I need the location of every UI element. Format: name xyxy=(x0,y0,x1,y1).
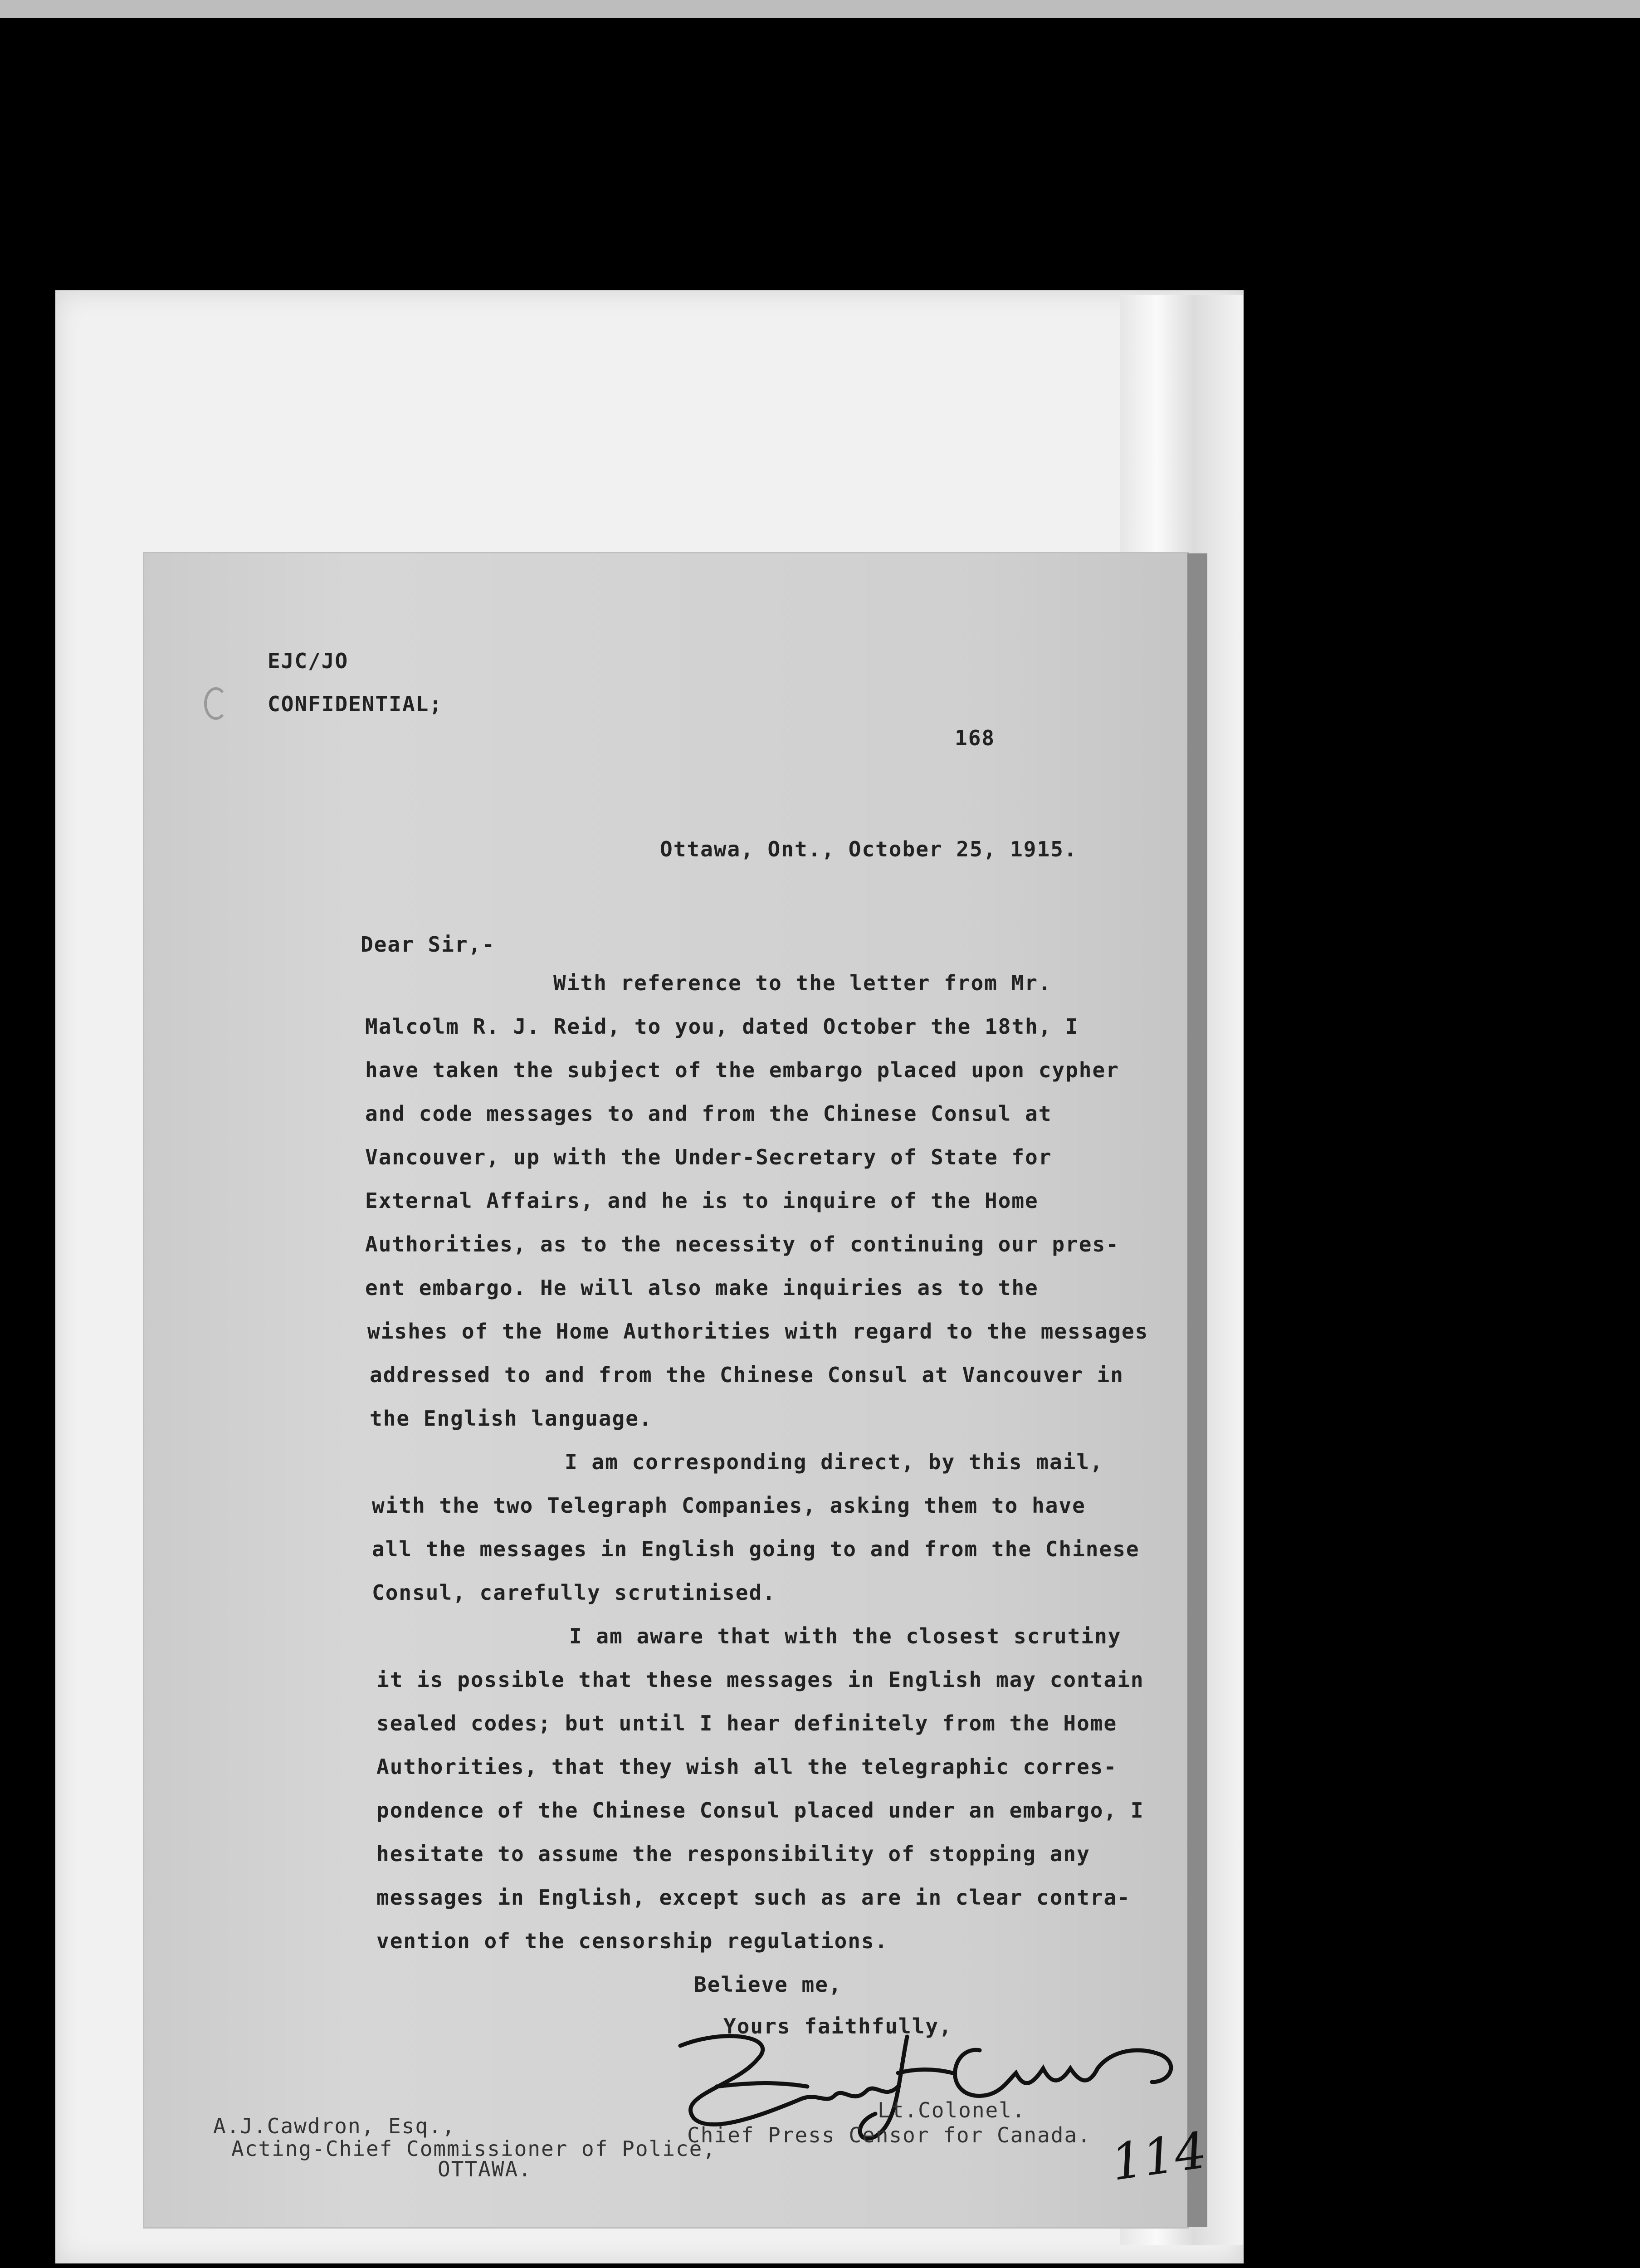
body-line: with the two Telegraph Companies, asking them to have xyxy=(372,1493,1086,1518)
file-number: 168 xyxy=(955,726,996,750)
body-line: External Affairs, and he is to inquire of the Home xyxy=(365,1188,1039,1213)
body-line: it is possible that these messages in English may contain xyxy=(376,1667,1144,1692)
punch-hole-mark xyxy=(204,687,228,720)
closing-yours-faithfully: Yours faithfully, xyxy=(723,2014,952,2038)
body-line: sealed codes; but until I hear definitely from the Home xyxy=(376,1711,1118,1735)
signatory-rank: Lt.Colonel. xyxy=(878,2098,1026,2122)
body-line: and code messages to and from the Chinese Consul at xyxy=(365,1101,1052,1126)
body-line: Malcolm R. J. Reid, to you, dated October the 18th, I xyxy=(365,1014,1079,1039)
body-line: Authorities, that they wish all the telegraphic corres- xyxy=(376,1755,1118,1779)
reference-code: EJC/JO xyxy=(268,649,349,673)
addressee-city: OTTAWA. xyxy=(438,2157,532,2181)
folio-number: 114 xyxy=(1108,2121,1210,2192)
body-line: messages in English, except such as are in clear contra- xyxy=(376,1885,1131,1910)
film-top-strip xyxy=(0,0,1640,18)
letter-page-shadow xyxy=(1187,553,1207,2227)
body-line: pondence of the Chinese Consul placed under an embargo, I xyxy=(376,1798,1144,1823)
body-line: Authorities, as to the necessity of continuing our pres- xyxy=(365,1232,1119,1256)
body-line: hesitate to assume the responsibility of stopping any xyxy=(376,1842,1090,1866)
body-line: wishes of the Home Authorities with regard to the messages xyxy=(367,1319,1149,1344)
body-line: ent embargo. He will also make inquiries as to the xyxy=(365,1276,1039,1300)
classification-label: CONFIDENTIAL; xyxy=(268,692,443,716)
salutation: Dear Sir,- xyxy=(361,932,495,957)
body-line: Vancouver, up with the Under-Secretary of State for xyxy=(365,1145,1052,1169)
addressee-title: Acting-Chief Commissioner of Police, xyxy=(231,2136,716,2161)
body-line: have taken the subject of the embargo placed upon cypher xyxy=(365,1058,1119,1082)
closing-believe-me: Believe me, xyxy=(694,1972,842,1997)
letter-page xyxy=(144,553,1187,2227)
body-line: the English language. xyxy=(370,1406,653,1431)
body-line: addressed to and from the Chinese Consul at Vancouver in xyxy=(370,1363,1124,1387)
body-line: I am aware that with the closest scrutiny xyxy=(569,1624,1122,1648)
body-line: I am corresponding direct, by this mail, xyxy=(565,1450,1103,1474)
body-line: Consul, carefully scrutinised. xyxy=(372,1580,776,1605)
body-line: With reference to the letter from Mr. xyxy=(553,971,1052,995)
body-line: vention of the censorship regulations. xyxy=(376,1929,888,1953)
signatory-title: Chief Press Censor for Canada. xyxy=(687,2123,1091,2147)
place-and-date: Ottawa, Ont., October 25, 1915. xyxy=(660,837,1078,861)
addressee-name: A.J.Cawdron, Esq., xyxy=(213,2114,456,2138)
body-line: all the messages in English going to and from the Chinese xyxy=(372,1537,1140,1561)
